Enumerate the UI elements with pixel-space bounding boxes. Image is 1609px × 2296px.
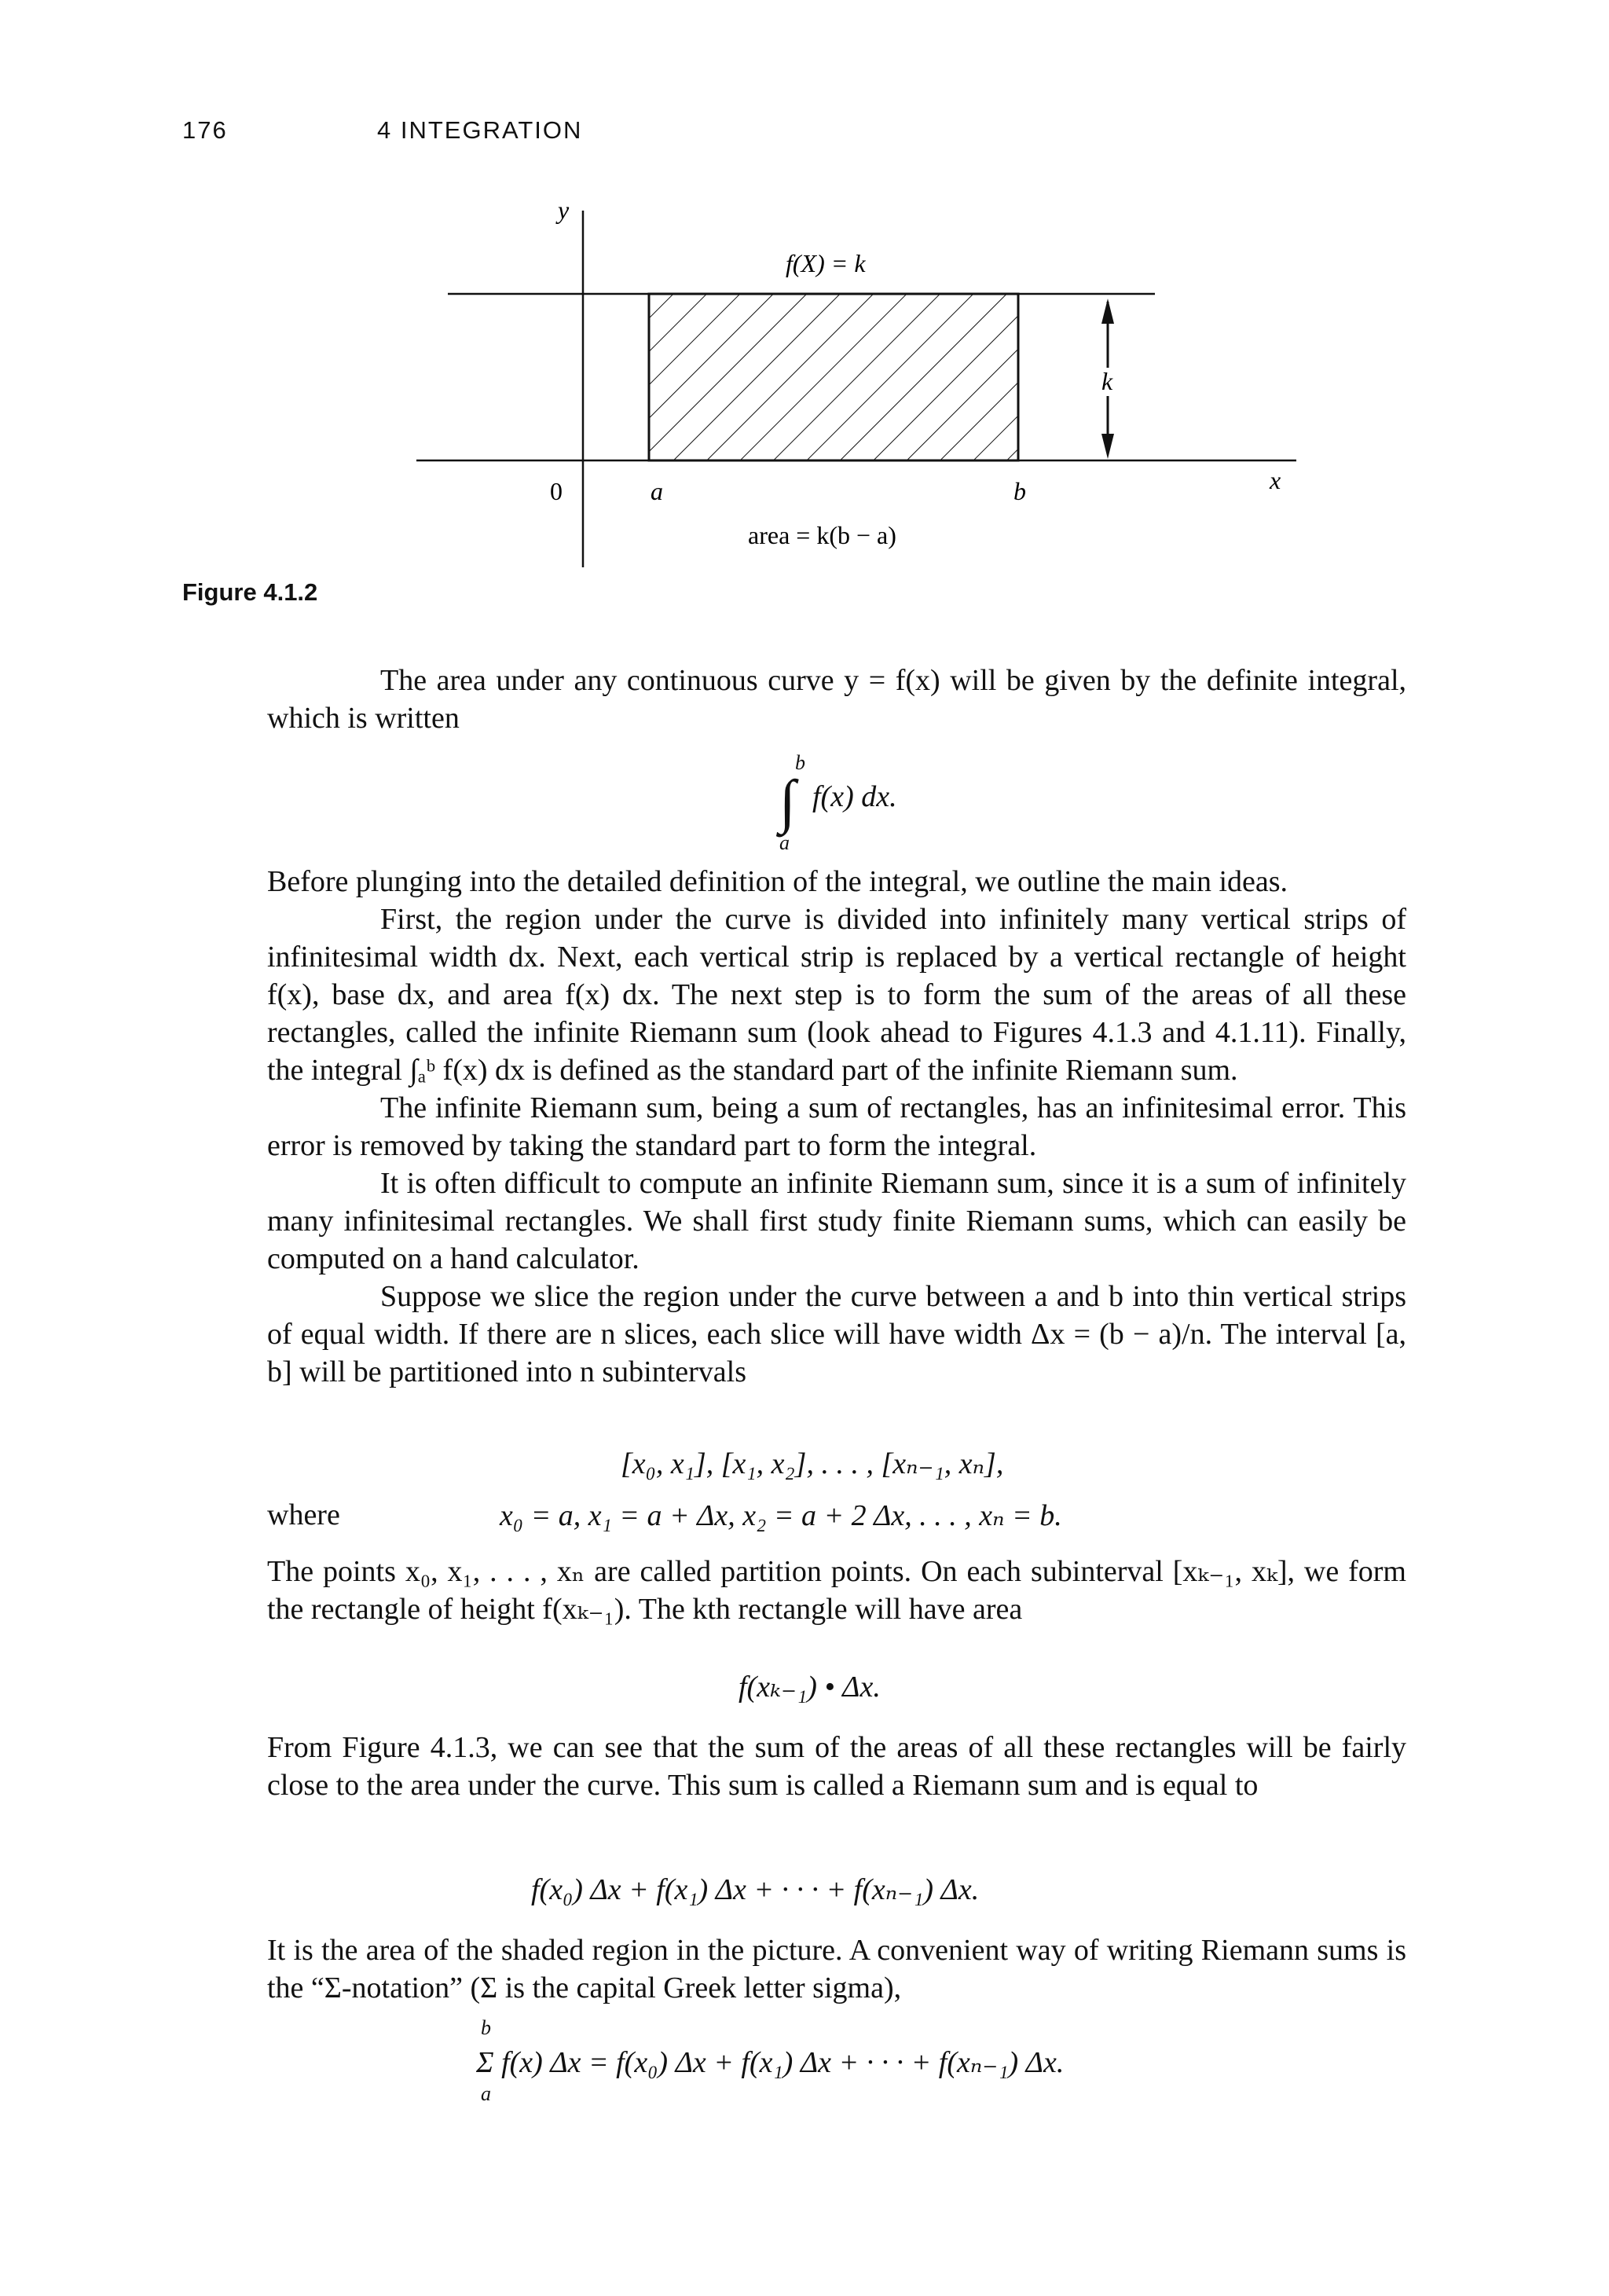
paragraph-9: It is the area of the shaded region in the picture. A convenient way of writing Riemann sums is the “Σ-notation” (Σ is the capital Greek letter sigma), <box>267 1934 1406 2004</box>
paragraph-1 <box>267 662 1406 737</box>
partition-text <box>267 1553 1406 1628</box>
b-label: b <box>1013 477 1026 505</box>
where-word: where <box>267 1498 340 1531</box>
figure-4-1-2 <box>0 0 1609 629</box>
main-text <box>267 863 1406 1391</box>
integral-lower-limit: a <box>779 831 790 854</box>
k-arrow-down <box>1101 434 1114 459</box>
paragraph-3: First, the region under the curve is divided into infinitely many vertical strips of infinitesimal width dx. Next, each vertical strip is replaced by a vertical rectangle of height f(x), base dx, and area f(x) dx. The next step is to form the sum of the areas of all these rectangles, called the infinite Riemann sum (look ahead to Figures 4.1.3 and 4.1.11). Finally, the integral ∫ₐᵇ f(x) dx is defined as the standard part of the infinite Riemann sum. <box>267 903 1406 1087</box>
paragraph-1-text: The area under any continuous curve y = f(x) will be given by the definite integral, which is written <box>267 664 1406 735</box>
equation-partition-points: x₀ = a, x₁ = a + Δx, x₂ = a + 2 Δx, . . . , xₙ = b. <box>500 1499 1062 1532</box>
a-label: a <box>651 477 663 505</box>
sigma-lower-limit: a <box>481 2082 491 2105</box>
running-head: 4 INTEGRATION <box>377 116 583 144</box>
figure-caption: Figure 4.1.2 <box>182 578 318 606</box>
y-axis-label: y <box>558 196 570 224</box>
paragraph-4: The infinite Riemann sum, being a sum of rectangles, has an infinitesimal error. This error is removed by taking the standard part to form the integral. <box>267 1091 1406 1162</box>
paragraph-2: Before plunging into the detailed definition of the integral, we outline the main ideas. <box>267 865 1288 898</box>
equation-rectangle-area: f(xₖ₋₁) • Δx. <box>739 1671 881 1704</box>
equation-intervals: [x₀, x₁], [x₁, x₂], . . . , [xₙ₋₁, xₙ], <box>621 1447 1004 1480</box>
sigma-upper-limit: b <box>481 2016 491 2039</box>
paragraph-5: It is often difficult to compute an infinite Riemann sum, since it is a sum of infinitely many infinitesimal rectangles. We shall first study finite Riemann sums, which can easily be computed on a hand calculator. <box>267 1167 1406 1275</box>
area-label: area = k(b − a) <box>748 521 896 549</box>
paragraph-7: The points x₀, x₁, . . . , xₙ are called partition points. On each subinterval [xₖ₋₁, xₖ], we form the rectangle of height f(xₖ₋₁). The kth rectangle will have area <box>267 1555 1406 1626</box>
integral-body: f(x) dx. <box>812 780 897 813</box>
x-axis-label: x <box>1270 466 1281 494</box>
riemann-text <box>267 1729 1406 1804</box>
paragraph-6: Suppose we slice the region under the curve between a and b into thin vertical strips of equal width. If there are n slices, each slice will have width Δx = (b − a)/n. The interval [a, b] will be partitioned into n subintervals <box>267 1280 1406 1388</box>
integral-upper-limit: b <box>795 751 805 774</box>
equation-riemann-sum: f(x₀) Δx + f(x₁) Δx + · · · + f(xₙ₋₁) Δx. <box>531 1873 980 1906</box>
page-number: 176 <box>182 116 228 144</box>
paragraph-8: From Figure 4.1.3, we can see that the sum of the areas of all these rectangles will be fairly close to the area under the curve. This sum is called a Riemann sum and is equal to <box>267 1731 1406 1802</box>
k-label: k <box>1101 367 1113 395</box>
area-rectangle <box>649 294 1018 460</box>
sigma-text <box>267 1931 1406 2007</box>
k-arrow-up <box>1101 299 1114 324</box>
integral-sign: ∫ <box>779 768 796 834</box>
equation-sigma-notation: Σ f(x) Δx = f(x₀) Δx + f(x₁) Δx + · · · + f(xₙ₋₁) Δx. <box>476 2046 1065 2079</box>
function-label: f(X) = k <box>786 249 866 277</box>
origin-label: 0 <box>550 477 563 505</box>
